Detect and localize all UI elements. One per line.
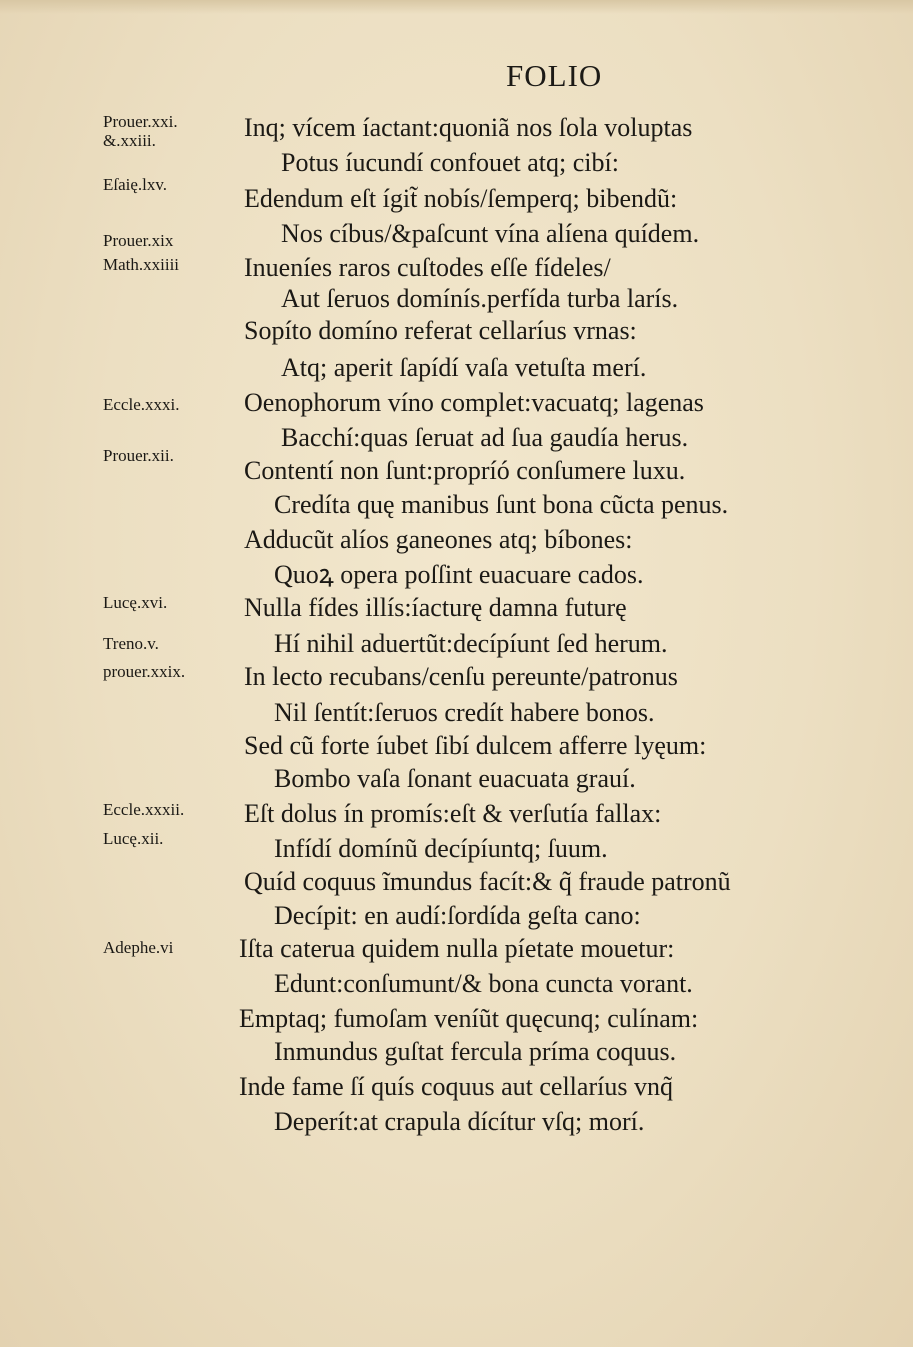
folio-header: FOLIO (506, 58, 603, 93)
verse-line: Potus íucundí confouet atq; cibí: (281, 148, 619, 177)
marginal-reference: Prouer.xix (103, 231, 174, 250)
verse-line: Inmundus guſtat fercula príma coquus. (274, 1037, 677, 1066)
verse-line: Nil ſentít:ſeruos credít habere bonos. (274, 698, 655, 727)
verse-line: Contentí non ſunt:propríó conſumere luxu. (244, 456, 686, 485)
verse-line: Nulla fídes illís:íacturę damna futurę (244, 593, 627, 622)
verse-line: Infídí domínũ decípíuntq; ſuum. (274, 834, 608, 863)
verse-line: Quíd coquus ĩmundus facít:& q̃ fraude patronũ (244, 867, 731, 896)
verse-line: Inueníes raros cuſtodes eſſe fídeles/ (244, 253, 611, 282)
verse-line: Nos cíbus/&paſcunt vína alíena quídem. (281, 219, 700, 248)
marginal-reference: Eccle.xxxi. (103, 395, 180, 414)
verse-line: Atq; aperit ſapídí vaſa vetuſta merí. (281, 353, 647, 382)
verse-line: Edunt:conſumunt/& bona cuncta vorant. (274, 969, 693, 998)
marginal-reference: Adephe.vi (103, 938, 174, 957)
marginal-reference: Treno.v. (103, 634, 159, 653)
marginal-reference: prouer.xxix. (103, 662, 186, 681)
verse-line: Inq; vícem íactant:quoniã nos ſola voluptas (244, 113, 693, 142)
verse-line: Iſta caterua quidem nulla píetate mouetur: (239, 934, 675, 963)
verse-line: Bacchí:quas ſeruat ad ſua gaudía herus. (281, 423, 689, 452)
marginal-reference: Lucę.xvi. (103, 593, 168, 612)
verse-line: Oenophorum víno complet:vacuatq; lagenas (244, 388, 704, 417)
verse-line: Sed cũ forte íubet ſibí dulcem afferre lyęum: (244, 731, 707, 760)
marginal-reference: Eſaię.lxv. (103, 175, 168, 194)
verse-line: Quoꝝ opera poſſint euacuare cados. (274, 560, 644, 589)
marginal-reference: Prouer.xii. (103, 446, 174, 465)
marginal-reference: Lucę.xii. (103, 829, 164, 848)
verse-line: Emptaq; fumoſam veníũt quęcunq; culínam: (239, 1004, 699, 1033)
verse-line: Edendum eſt ígit̃ nobís/ſemperq; bibendũ: (244, 184, 678, 213)
verse-line: Aut ſeruos domínís.perfída turba larís. (281, 284, 679, 313)
verse-line: Deperít:at crapula dícítur vſq; morí. (274, 1107, 645, 1136)
verse-line: Credíta quę manibus ſunt bona cũcta penus. (274, 490, 729, 519)
verse-line: Inde fame ſí quís coquus aut cellaríus vnq̃ (239, 1072, 673, 1101)
verse-line: Hí nihil aduertũt:decípíunt ſed herum. (274, 629, 668, 658)
verse-line: Bombo vaſa ſonant euacuata grauí. (274, 764, 636, 793)
marginal-reference: Prouer.xxi. (103, 112, 178, 131)
marginal-reference: &.xxiii. (103, 131, 156, 150)
verse-line: Eſt dolus ín promís:eſt & verſutía fallax: (244, 799, 662, 828)
verse-line: Decípit: en audí:ſordída geſta cano: (274, 901, 641, 930)
page-top-edge (0, 0, 913, 14)
verse-line: Sopíto domíno referat cellaríus vrnas: (244, 316, 637, 345)
marginal-reference: Eccle.xxxii. (103, 800, 185, 819)
verse-line: In lecto recubans/cenſu pereunte/patronus (244, 662, 678, 691)
verse-line: Adducũt alíos ganeones atq; bíbones: (244, 525, 633, 554)
marginal-reference: Math.xxiiii (103, 255, 180, 274)
